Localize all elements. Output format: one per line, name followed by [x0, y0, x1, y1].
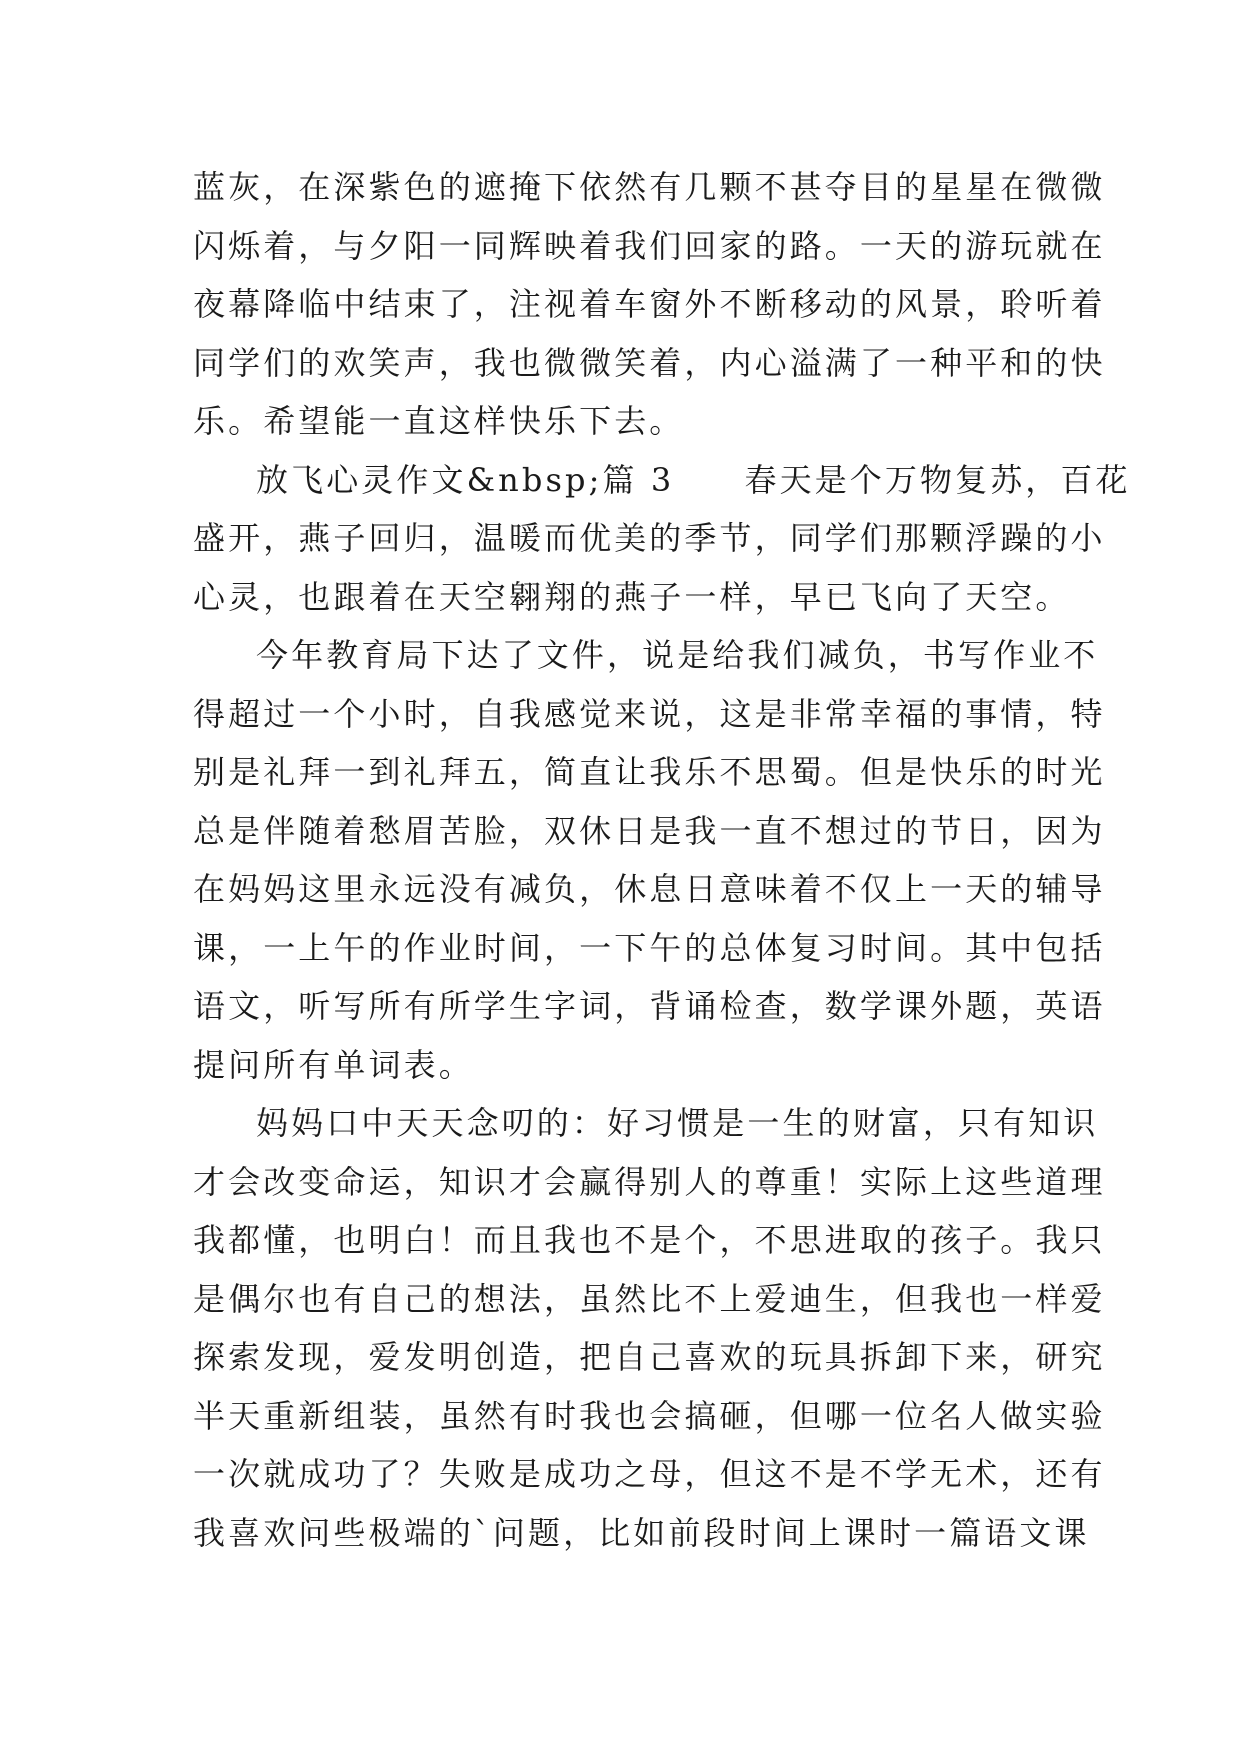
essay-body	[193, 158, 1131, 1562]
text-line: 提问所有单词表。	[193, 1045, 474, 1084]
essay-heading-line: 放飞心灵作文&nbsp;篇 3 春天是个万物复苏，百花	[256, 460, 1131, 499]
text-line: 别是礼拜一到礼拜五，简直让我乐不思蜀。但是快乐的时光	[193, 753, 1106, 791]
paragraph-start-line: 妈妈口中天天念叨的：好习惯是一生的财富，只有知识	[256, 1104, 1099, 1142]
text-line: 是偶尔也有自己的想法，虽然比不上爱迪生，但我也一样爱	[193, 1279, 1106, 1318]
text-line: 夜幕降临中结束了，注视着车窗外不断移动的风景，聆听着	[193, 285, 1106, 323]
text-line: 探索发现，爱发明创造，把自己喜欢的玩具拆卸下来，研究	[193, 1338, 1106, 1376]
text-line: 得超过一个小时，自我感觉来说，这是非常幸福的事情，特	[193, 694, 1106, 733]
text-line: 在妈妈这里永远没有减负，休息日意味着不仅上一天的辅导	[193, 870, 1106, 908]
text-line: 蓝灰，在深紫色的遮掩下依然有几颗不甚夺目的星星在微微	[193, 168, 1106, 206]
text-line: 总是伴随着愁眉苦脸，双休日是我一直不想过的节日，因为	[193, 811, 1106, 850]
text-line: 我喜欢问些极端的`问题，比如前段时间上课时一篇语文课	[193, 1513, 1090, 1552]
text-line: 才会改变命运，知识才会赢得别人的尊重！实际上这些道理	[193, 1162, 1106, 1201]
text-line: 乐。希望能一直这样快乐下去。	[193, 402, 685, 440]
text-line: 半天重新组装，虽然有时我也会搞砸，但哪一位名人做实验	[193, 1396, 1106, 1435]
text-line: 语文，听写所有所学生字词，背诵检查，数学课外题，英语	[193, 987, 1106, 1025]
text-line: 我都懂，也明白！而且我也不是个，不思进取的孩子。我只	[193, 1221, 1106, 1259]
text-line: 一次就成功了？失败是成功之母，但这不是不学无术，还有	[193, 1455, 1106, 1493]
text-line: 同学们的欢笑声，我也微微笑着，内心溢满了一种平和的快	[193, 343, 1106, 382]
text-line: 课，一上午的作业时间，一下午的总体复习时间。其中包括	[193, 928, 1106, 967]
paragraph-start-line: 今年教育局下达了文件，说是给我们减负，书写作业不	[256, 636, 1099, 674]
text-line: 闪烁着，与夕阳一同辉映着我们回家的路。一天的游玩就在	[193, 226, 1106, 265]
text-line: 盛开，燕子回归，温暖而优美的季节，同学们那颗浮躁的小	[193, 519, 1106, 557]
text-line: 心灵，也跟着在天空翱翔的燕子一样，早已飞向了天空。	[193, 577, 1071, 616]
